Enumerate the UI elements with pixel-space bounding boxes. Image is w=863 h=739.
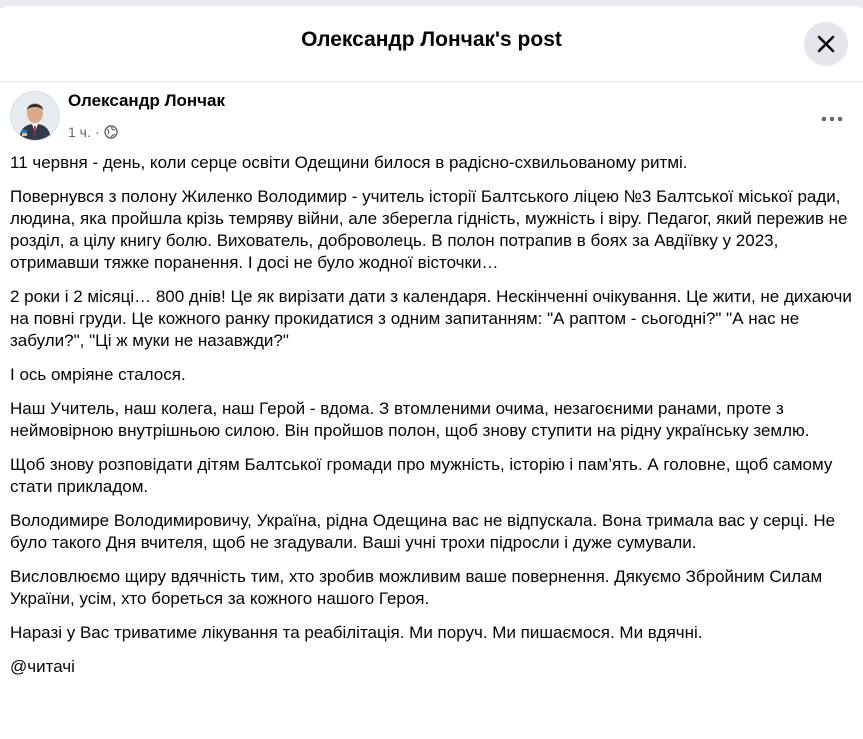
author-name[interactable]: Олександр Лончак [68,91,226,110]
author-avatar[interactable] [10,91,60,141]
post-paragraph: Повернувся з полону Жиленко Володимир - учитель історії Балтського ліцею №3 Балтської міської ради, людина, яка пройшла крізь темряву війни, але зберегла гідність, мужність і віру. Педагог, який пережив не розділ, а цілу книгу болю. Вихователь, доброволець. В полон потрапив в боях за Авдіївку у 2023, отримавши тяжке поранення. І досі не було жодної вісточки… [10,187,848,272]
post-header [10,89,853,145]
post-paragraph: Наразі у Вас триватиме лікування та реабілітація. Ми поруч. Ми пишаємося. Ми вдячні. [10,623,703,642]
post-text [10,152,853,690]
dialog-header [0,6,863,82]
post-paragraph: 2 роки і 2 місяці… 800 днів! Це як вирізати дати з календаря. Нескінченні очікування. Це жити, не дихаючи на повні груди. Це кожного ранку прокидатися з одним запитанням: "А раптом - сьогодні?" "А нас не забули?", "Ці ж муки не назавжди?" [10,287,852,350]
more-horizontal-icon [821,116,843,122]
post-time[interactable]: 1 ч. [68,124,91,140]
close-icon [816,34,836,54]
post-meta [68,124,118,140]
mention-link[interactable]: @читачі [10,657,75,676]
post-paragraph: Висловлюємо щиру вдячність тим, хто зробив можливим ваше повернення. Дякуємо Збройним Силам України, усім, хто бореться за кожного нашого Героя. [10,567,823,608]
post-paragraph: Володимире Володимировичу, Україна, рідна Одещина вас не відпускала. Вона тримала вас у серці. Не було такого Дня вчителя, щоб не згадували. Ваші учні трохи підросли і дуже сумували. [10,511,836,552]
post-paragraph: 11 червня - день, коли серце освіти Одещини билося в радісно-схвильованому ритмі. [10,153,688,172]
post-paragraph: Щоб знову розповідати дітям Балтської громади про мужність, історію і пам’ять. А головне, щоб самому стати прикладом. [10,455,833,496]
post-paragraph: Наш Учитель, наш колега, наш Герой - вдома. З втомленими очима, незагоєними ранами, проте з неймовірною внутрішньою силою. Він пройшов полон, щоб знову ступити на рідну українську землю. [10,399,810,440]
dialog-title: Олександр Лончак's post [301,28,562,51]
more-options-button[interactable] [814,101,850,137]
meta-separator: · [94,124,100,140]
globe-icon[interactable] [104,125,118,139]
close-button[interactable] [804,22,848,66]
post-paragraph: І ось омріяне сталося. [10,365,186,384]
